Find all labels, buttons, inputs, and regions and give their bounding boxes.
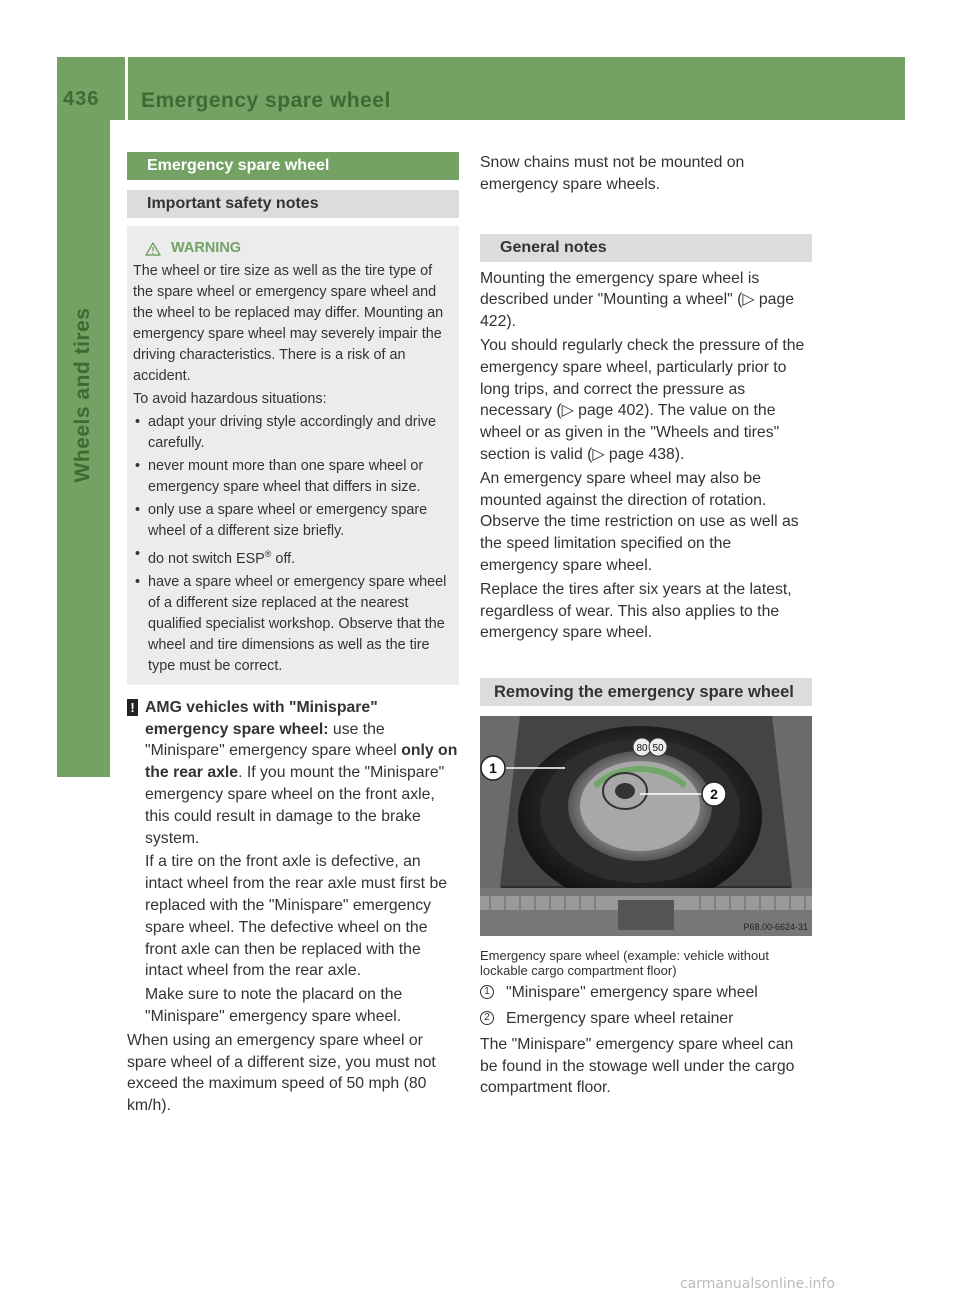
warning-intro: To avoid hazardous situations: (133, 391, 327, 407)
warning-triangle-icon (145, 242, 161, 256)
amg-notice (127, 697, 459, 1028)
photo-caption: Emergency spare wheel (example: vehicle without lockable cargo compartment floor) (480, 948, 770, 979)
legend-item: 2 Emergency spare wheel retainer (480, 1008, 812, 1030)
tire-mark-a: 80 (636, 743, 648, 755)
subsection-title-general: General notes (480, 234, 812, 262)
warning-heading (133, 238, 451, 259)
header-title: Emergency spare wheel (141, 89, 391, 112)
warning-bullets (133, 412, 451, 677)
header-divider (125, 57, 128, 120)
list-item: • only use a spare wheel or emergency spare wheel of a different size briefly. (135, 502, 428, 539)
legend-number: 1 (480, 985, 494, 999)
exclamation-icon: ! (127, 699, 138, 716)
notice-paragraph: If a tire on the front axle is defective, an intact wheel from the rear axle must first be replaced with the "Minispare" emergency spare wheel. The defective wheel on the front axle can then be replaced with the intact wheel from the rear axle. (145, 853, 448, 980)
speed-limit-text: When using an emergency spare wheel or spare wheel of a different size, you must not exceed the maximum speed of 50 mph (80 km/h). (127, 1031, 436, 1115)
notice-paragraph: Make sure to note the placard on the "Minispare" emergency spare wheel. (145, 986, 403, 1025)
right-column (480, 152, 812, 1101)
warning-box (127, 226, 459, 685)
footer-watermark: carmanualsonline.info (680, 1276, 835, 1292)
warning-text: The wheel or tire size as well as the tire type of the spare wheel or emergency spare wheel and the wheel to be replaced may differ. Mounting an emergency spare wheel may severely impair the driving characteristics. There is a risk of an accident. (133, 263, 444, 384)
page-number: 436 (63, 88, 100, 110)
callout-1: 1 (489, 760, 497, 777)
list-item: • do not switch ESP® off. (135, 546, 296, 567)
subsection-title-removing: Removing the emergency spare wheel (480, 678, 812, 706)
legend-number: 2 (480, 1011, 494, 1025)
list-item: • never mount more than one spare wheel or emergency spare wheel that differs in size. (135, 458, 424, 495)
section-title: Emergency spare wheel (127, 152, 459, 180)
legend-item: 1 "Minispare" emergency spare wheel (480, 982, 812, 1004)
subsection-title-safety: Important safety notes (127, 190, 459, 218)
general-notes-text: Mounting the emergency spare wheel is described under "Mounting a wheel" (▷ page 422). You should regularly check the pressure of the emergency spare wheel, particularly prior to long trips, and correct the pressure as necessary (▷ page 402). The value on the wheel or as given in the "Wheels and tires" section is valid (▷ page 438). An emergency spare wheel may also be mounted against the direction of rotation. Observe the time restriction on use as well as the speed limitation specified on the emergency spare wheel. Replace the tires after six years at the latest, regardless of wear. This also applies to the emergency spare wheel. (480, 269, 805, 642)
tire-mark-b: 50 (652, 743, 664, 755)
notice-text: AMG vehicles with "Minispare" emergency spare wheel: use the "Minispare" emergency spare wheel only on the rear axle. If you mount the "Minispare" emergency spare wheel on the front axle, this could result in damage to the brake system. (145, 698, 458, 847)
left-column (127, 152, 459, 1119)
side-tab-label: Wheels and tires (71, 307, 94, 483)
warning-label: WARNING (171, 240, 242, 256)
spare-wheel-photo (480, 716, 812, 936)
list-item: • adapt your driving style accordingly and drive carefully. (135, 414, 436, 451)
snow-chains-text: Snow chains must not be mounted on emergency spare wheels. (480, 154, 745, 193)
list-item: • have a spare wheel or emergency spare wheel of a different size replaced at the nearest qualified specialist workshop. Observe that the wheel and tire dimensions as well as the tire type must be correct. (135, 573, 447, 674)
stowage-text: The "Minispare" emergency spare wheel can be found in the stowage well under the cargo compartment floor. (480, 1035, 795, 1097)
photo-code: P68.00-6624-31 (743, 922, 808, 933)
callout-2: 2 (710, 786, 718, 803)
